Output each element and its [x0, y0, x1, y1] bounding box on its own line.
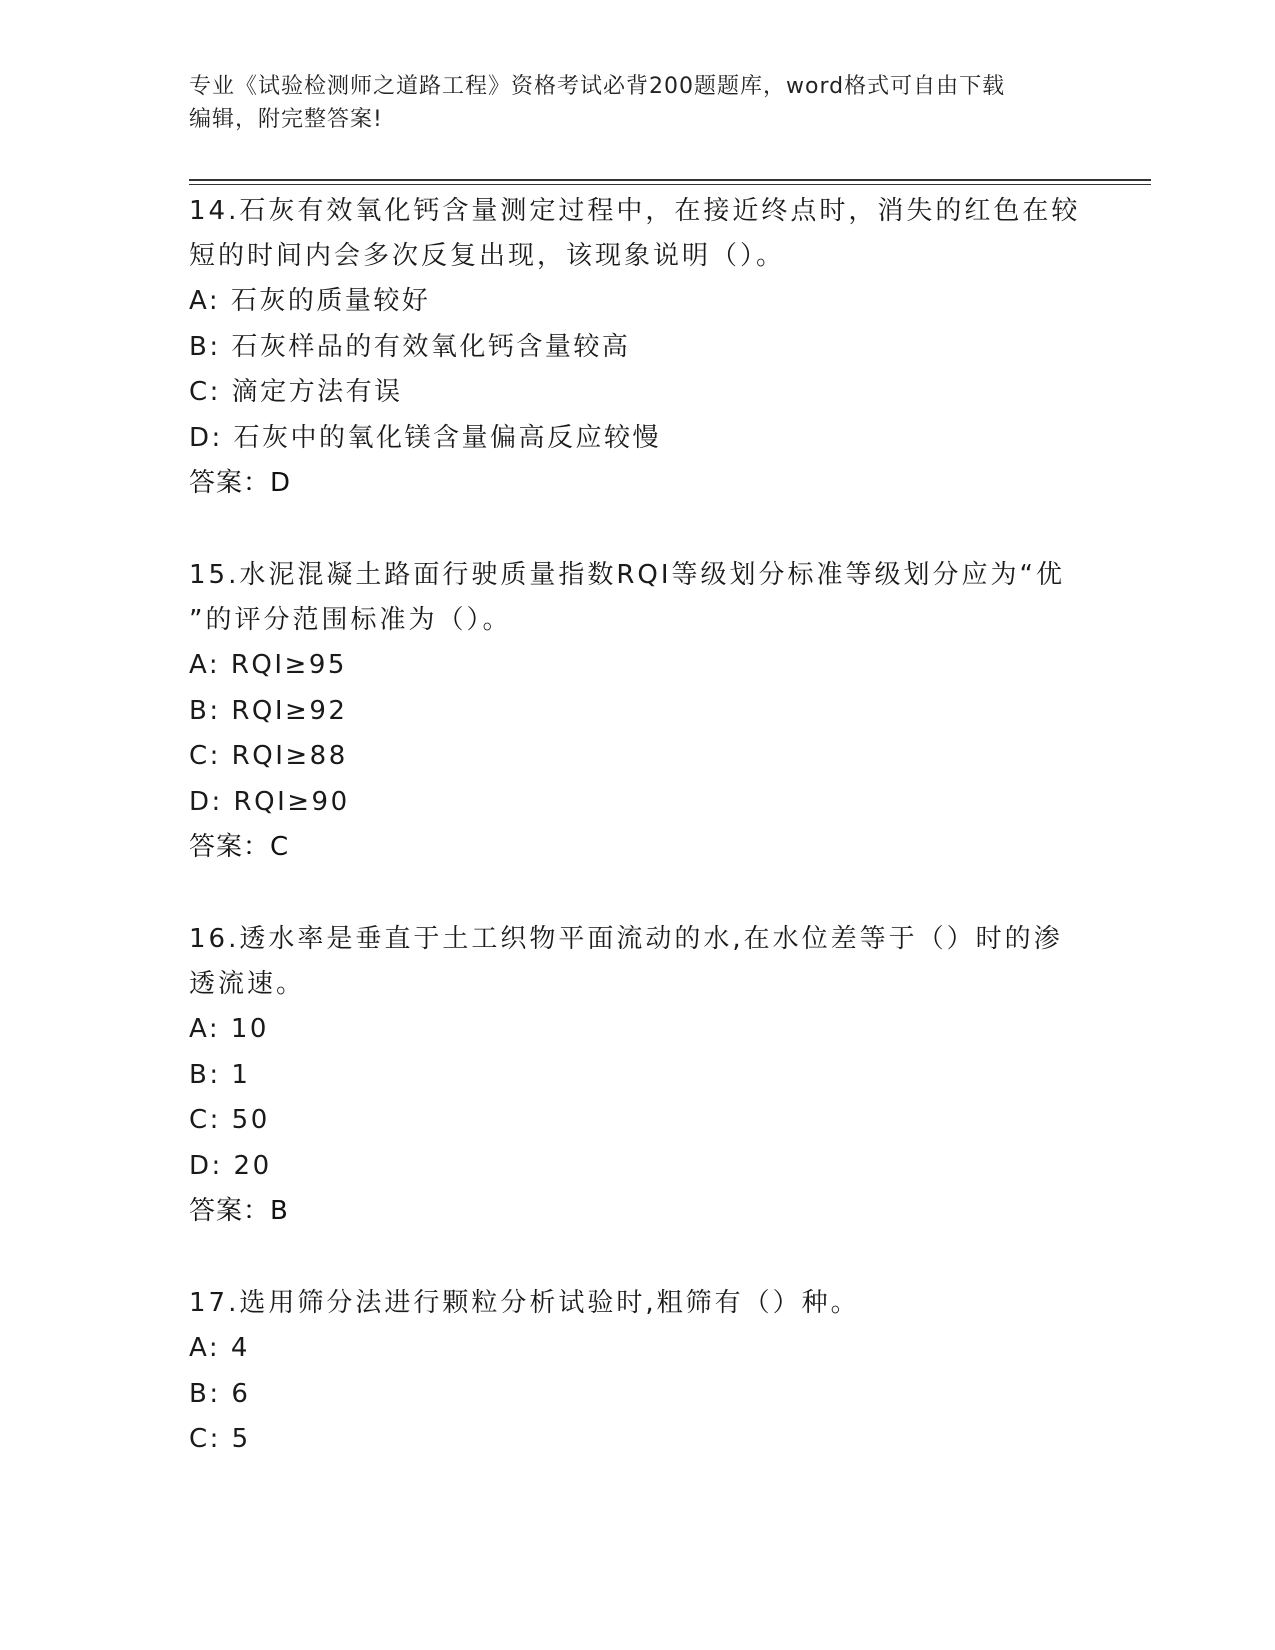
option-a: A: 4 — [189, 1333, 250, 1363]
option-a: A: 10 — [189, 1014, 269, 1044]
option-b: B: 1 — [189, 1059, 251, 1090]
option-b: B: 6 — [189, 1378, 251, 1409]
answer: 答案：B — [189, 1196, 289, 1226]
option-d: D: 20 — [189, 1150, 272, 1181]
option-d: D: 石灰中的氧化镁含量偏高反应较慢 — [189, 422, 662, 453]
header-divider-thick — [189, 179, 1151, 181]
question-stem — [189, 553, 1089, 643]
option-d: D: RQI≥90 — [189, 786, 350, 817]
question-stem-line-2: 短的时间内会多次反复出现，该现象说明（）。 — [189, 241, 786, 271]
question-stem-line-1: 16.透水率是垂直于土工织物平面流动的水,在水位差等于（）时的渗 — [189, 924, 1063, 954]
header-line-1: 专业《试验检测师之道路工程》资格考试必背200题题库，word格式可自由下载 — [189, 74, 1006, 99]
option-b: B: RQI≥92 — [189, 695, 348, 726]
question-stem — [189, 189, 1089, 279]
header-line-2: 编辑，附完整答案! — [189, 107, 383, 132]
question-stem-line-1: 17.选用筛分法进行颗粒分析试验时,粗筛有（）种。 — [189, 1288, 860, 1318]
option-b: B: 石灰样品的有效氧化钙含量较高 — [189, 331, 631, 362]
answer: 答案：D — [189, 468, 292, 498]
question-stem — [189, 1281, 1089, 1326]
question-stem-line-1: 15.水泥混凝土路面行驶质量指数RQI等级划分标准等级划分应为“优 — [189, 560, 1066, 590]
question-stem — [189, 917, 1089, 1007]
question-17 — [189, 1281, 1089, 1463]
option-a: A: RQI≥95 — [189, 650, 347, 680]
question-15 — [189, 553, 1089, 870]
option-a: A: 石灰的质量较好 — [189, 286, 431, 316]
question-14 — [189, 189, 1089, 506]
document-header — [189, 70, 1089, 136]
answer: 答案：C — [189, 832, 290, 862]
header-divider-thin — [189, 184, 1151, 185]
option-c: C: RQI≥88 — [189, 741, 348, 771]
option-c: C: 50 — [189, 1105, 270, 1135]
option-c: C: 滴定方法有误 — [189, 377, 403, 407]
question-stem-line-2: ”的评分范围标准为（）。 — [189, 605, 512, 635]
question-stem-line-2: 透流速。 — [189, 969, 306, 999]
question-stem-line-1: 14.石灰有效氧化钙含量测定过程中，在接近终点时，消失的红色在较 — [189, 196, 1081, 226]
question-16 — [189, 917, 1089, 1234]
option-c: C: 5 — [189, 1424, 251, 1454]
